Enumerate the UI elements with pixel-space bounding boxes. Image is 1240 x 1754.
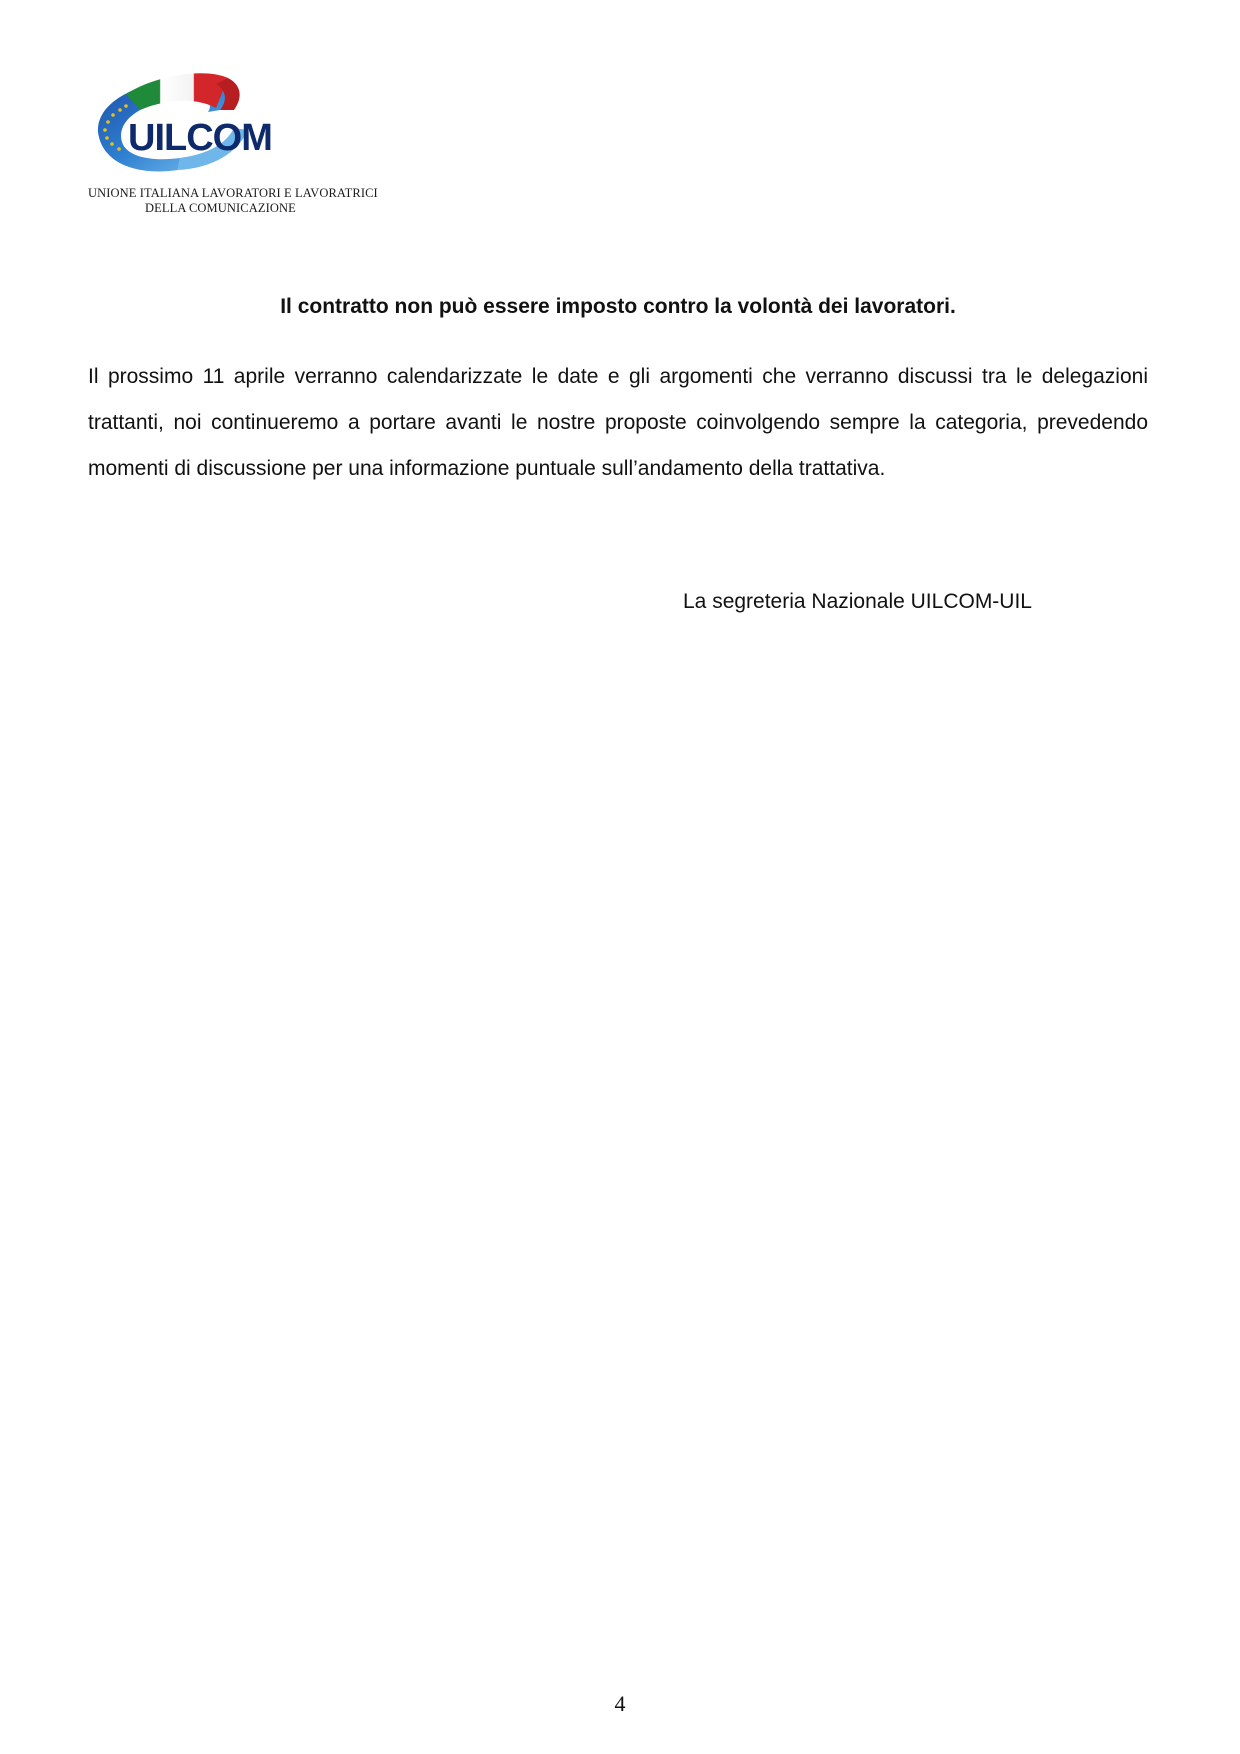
svg-text:UILCOM: UILCOM bbox=[128, 117, 272, 159]
page-number: 4 bbox=[614, 1691, 626, 1716]
logo-caption-line2: DELLA COMUNICAZIONE bbox=[145, 201, 296, 215]
document-body-paragraph: Il prossimo 11 aprile verranno calendarizzate le date e gli argomenti che verranno discussi tra le delegazioni trattanti, noi continueremo a portare avanti le nostre proposte coinvolgendo sempre la categoria, prevedendo momenti di discussione per una informazione puntuale sull’andamento della trattativa. bbox=[88, 365, 1148, 480]
uilcom-logo bbox=[88, 70, 408, 220]
uilcom-logo-mark bbox=[88, 70, 308, 185]
document-title: Il contratto non può essere imposto contro la volontà dei lavoratori. bbox=[280, 295, 956, 318]
signature: La segreteria Nazionale UILCOM-UIL bbox=[683, 590, 1032, 613]
logo-caption bbox=[88, 186, 388, 216]
logo-caption-line1: UNIONE ITALIANA LAVORATORI E LAVORATRICI bbox=[88, 186, 378, 200]
